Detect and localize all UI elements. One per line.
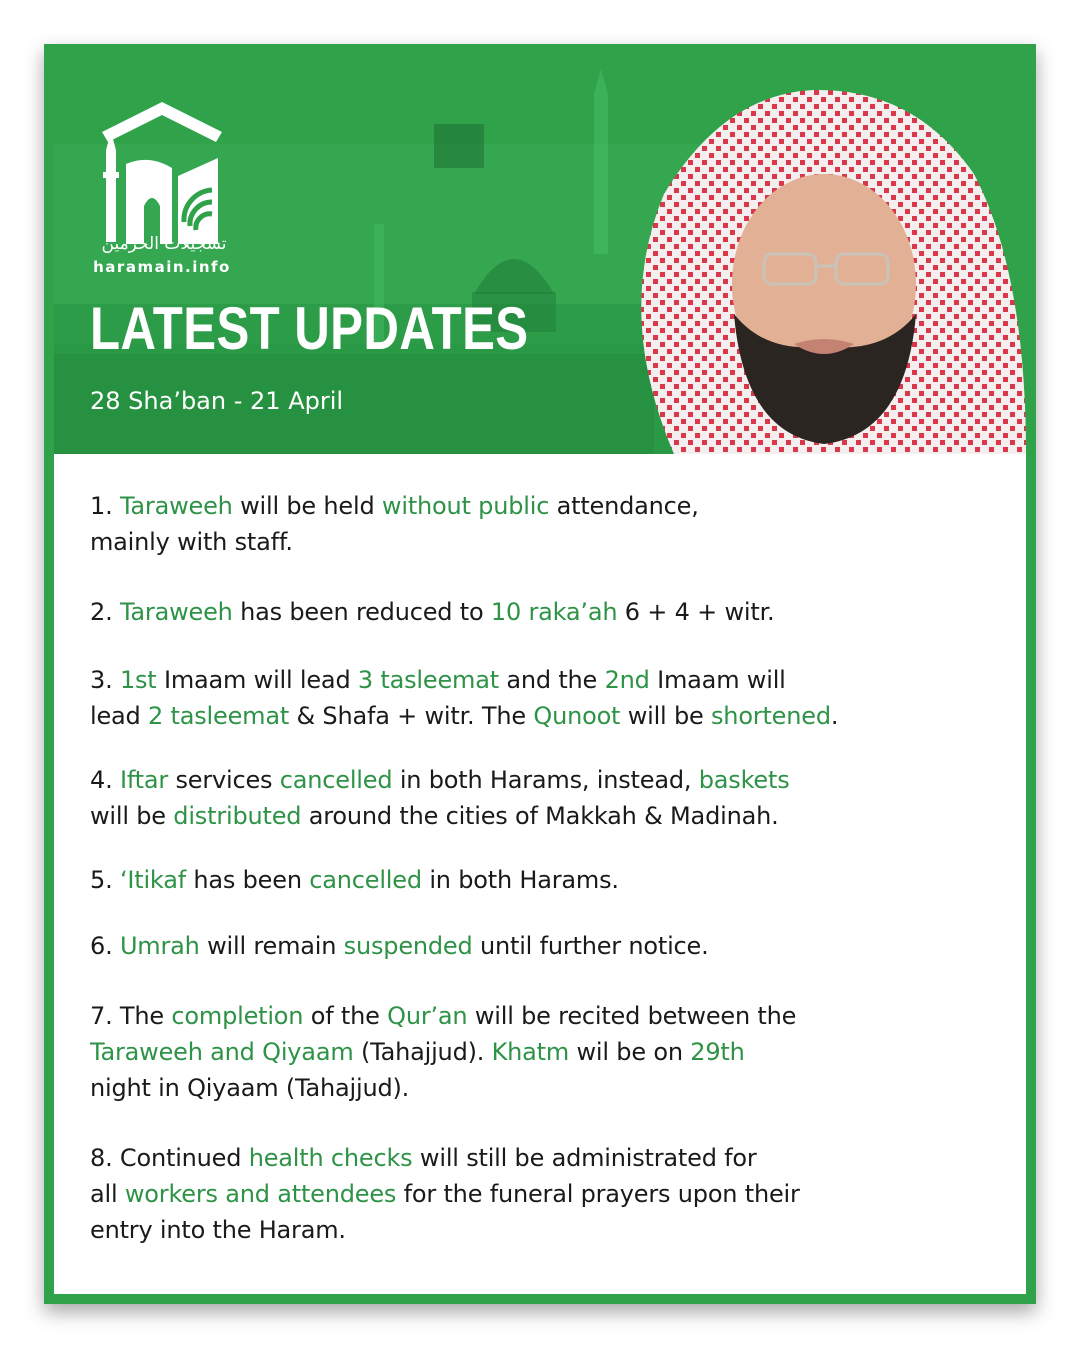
highlighted-text: Taraweeh xyxy=(119,492,233,520)
text-segment: and the xyxy=(498,666,605,694)
update-item-3 xyxy=(90,662,970,734)
page-title: LATEST UPDATES xyxy=(90,295,529,362)
text-segment: 4. xyxy=(90,766,120,794)
update-item-2 xyxy=(90,594,970,630)
update-line xyxy=(90,928,970,964)
text-segment: 8. Continued xyxy=(90,1144,249,1172)
update-line xyxy=(90,662,970,698)
highlighted-text: 2 tasleemat xyxy=(148,702,290,730)
highlighted-text: without public xyxy=(381,492,550,520)
text-segment: will remain xyxy=(199,932,344,960)
update-line xyxy=(90,488,970,524)
text-segment: will be recited between the xyxy=(467,1002,797,1030)
text-segment: night in Qiyaam (Tahajjud). xyxy=(90,1074,410,1102)
update-line xyxy=(90,1140,970,1176)
highlighted-text: Taraweeh xyxy=(119,598,233,626)
text-segment: mainly with staff. xyxy=(90,528,293,556)
text-segment: . xyxy=(830,702,839,730)
text-segment: 6 + 4 + witr. xyxy=(617,598,775,626)
highlighted-text: cancelled xyxy=(279,766,393,794)
text-segment: all xyxy=(90,1180,125,1208)
text-segment: 6. xyxy=(90,932,120,960)
text-segment: will still be administrated for xyxy=(412,1144,757,1172)
text-segment: 5. xyxy=(90,866,120,894)
post-frame xyxy=(44,44,1036,1304)
update-item-7 xyxy=(90,998,970,1106)
date-subtitle: 28 Sha’ban - 21 April xyxy=(90,387,344,415)
highlighted-text: 2nd xyxy=(604,666,650,694)
highlighted-text: workers and attendees xyxy=(124,1180,397,1208)
update-line xyxy=(90,594,970,630)
text-segment: will be held xyxy=(232,492,382,520)
update-item-6 xyxy=(90,928,970,964)
highlighted-text: shortened xyxy=(711,702,831,730)
text-segment: & Shafa + witr. The xyxy=(289,702,534,730)
highlighted-text: 10 raka’ah xyxy=(490,598,618,626)
highlighted-text: 1st xyxy=(119,666,157,694)
header-banner xyxy=(54,54,1026,454)
text-segment: until further notice. xyxy=(472,932,709,960)
highlighted-text: cancelled xyxy=(309,866,422,894)
text-segment: will be xyxy=(90,802,174,830)
update-line xyxy=(90,1034,970,1070)
highlighted-text: Iftar xyxy=(119,766,169,794)
text-segment: Imaam will lead xyxy=(156,666,358,694)
text-segment: lead xyxy=(90,702,149,730)
post-card xyxy=(54,54,1026,1294)
text-segment: 2. xyxy=(90,598,120,626)
highlighted-text: distributed xyxy=(173,802,302,830)
highlighted-text: Qunoot xyxy=(533,702,621,730)
update-line xyxy=(90,524,970,560)
logo-arabic-text: تسجيلات الحرمين xyxy=(101,234,227,254)
update-line xyxy=(90,762,970,798)
text-segment: has been xyxy=(185,866,310,894)
text-segment: around the cities of Makkah & Madinah. xyxy=(301,802,779,830)
text-segment: will be xyxy=(620,702,711,730)
text-segment: Imaam will xyxy=(649,666,786,694)
text-segment: attendance, xyxy=(549,492,699,520)
highlighted-text: baskets xyxy=(698,766,790,794)
highlighted-text: 29th xyxy=(690,1038,745,1066)
highlighted-text: suspended xyxy=(343,932,473,960)
update-line xyxy=(90,998,970,1034)
highlighted-text: Khatm xyxy=(491,1038,570,1066)
text-segment: in both Harams, instead, xyxy=(392,766,699,794)
text-segment: for the funeral prayers upon their xyxy=(396,1180,800,1208)
text-segment: wil be on xyxy=(569,1038,691,1066)
update-item-1 xyxy=(90,488,970,560)
highlighted-text: Umrah xyxy=(119,932,200,960)
update-line xyxy=(90,1176,970,1212)
update-line xyxy=(90,1212,970,1248)
text-segment: entry into the Haram. xyxy=(90,1216,346,1244)
text-segment: in both Harams. xyxy=(421,866,619,894)
text-segment: 7. The xyxy=(90,1002,172,1030)
highlighted-text: 3 tasleemat xyxy=(357,666,499,694)
text-segment: has been reduced to xyxy=(232,598,491,626)
highlighted-text: Taraweeh and Qiyaam xyxy=(90,1038,354,1066)
highlighted-text: health checks xyxy=(248,1144,413,1172)
update-item-5 xyxy=(90,862,970,898)
update-line xyxy=(90,862,970,898)
update-item-4 xyxy=(90,762,970,834)
update-item-8 xyxy=(90,1140,970,1248)
logo-site-name: haramain.info xyxy=(93,258,231,276)
update-line xyxy=(90,1070,970,1106)
text-segment: of the xyxy=(303,1002,388,1030)
text-segment: 1. xyxy=(90,492,120,520)
highlighted-text: Qur’an xyxy=(387,1002,468,1030)
imam-portrait-image xyxy=(554,54,1026,454)
update-line xyxy=(90,698,970,734)
highlighted-text: ‘Itikaf xyxy=(119,866,186,894)
text-segment: services xyxy=(168,766,280,794)
highlighted-text: completion xyxy=(171,1002,304,1030)
text-segment: 3. xyxy=(90,666,120,694)
text-segment: (Tahajjud). xyxy=(353,1038,492,1066)
update-line xyxy=(90,798,970,834)
